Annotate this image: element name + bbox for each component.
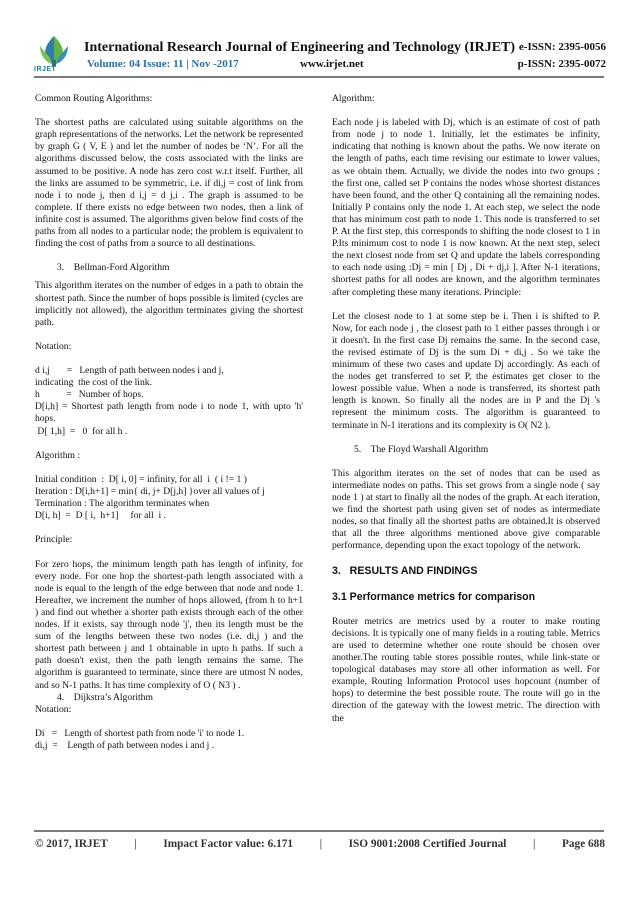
footer-rule <box>34 830 604 832</box>
notation-line: D[i,h] = Shortest path length from node i to node 1, with upto 'h' hops. <box>35 401 303 425</box>
notation-line: di,j = Length of path between nodes i and j . <box>35 739 215 751</box>
notation-line: d i,j = Length of path between nodes i and j, <box>35 365 224 377</box>
paragraph: For zero hops, the minimum length path has length of infinity, for every node. For one hop the shortest-path length associated with a node is equal to the length of the edge between that node and node 1. Hereafter, we increment the number of hops allowed, (from h to h+1 ) and find out whether a shorter path exists through each of the other nodes. If it exists, say through node 'j', then its length must be the sum of the lengths between these two nodes (i.e. di,j ) and the shortest path between j and 1 obtainable in upto h paths. If such a path doesn't exist, then the path length remains the same. The algorithm is guaranteed to terminate, since there are utmost N nodes, and so N-1 paths. It has time complexity of O ( N3 ) . <box>35 558 303 691</box>
notation-line: D[ 1,h] = 0 for all h . <box>35 425 128 437</box>
journal-website[interactable]: www.irjet.net <box>300 58 364 70</box>
journal-title: International Research Journal of Engineering and Technology (IRJET) <box>84 40 516 55</box>
paragraph: Notation: <box>35 340 72 352</box>
list-item-bellman-ford: 3. Bellman-Ford Algorithm <box>57 262 170 274</box>
copyright: © 2017, IRJET <box>35 838 108 850</box>
paragraph: Notation: <box>35 703 72 715</box>
paragraph: This algorithm iterates on the number of edges in a path to obtain the shortest path. Since the number of hops possible is limited (cycles are implicitly not allowed), the algorithm terminates giving the shortest path. <box>35 280 303 328</box>
left-column <box>35 93 303 752</box>
e-issn: e-ISSN: 2395-0056 <box>518 41 606 53</box>
algorithm-line: Termination : The algorithm terminates when <box>35 498 210 510</box>
footer-separator: | <box>319 838 323 850</box>
iso-certification: ISO 9001:2008 Certified Journal <box>348 838 507 850</box>
logo-text: IRJET <box>34 66 57 73</box>
footer-separator: | <box>134 838 137 850</box>
right-column <box>332 93 600 725</box>
header-rule <box>34 76 604 78</box>
page-footer <box>35 838 605 850</box>
paragraph: Common Routing Algorithms: <box>35 93 153 104</box>
algorithm-line: D[i, h] = D [ i, h+1] for all i . <box>35 510 166 522</box>
subsection-heading: 3.1 Performance metrics for comparison <box>332 590 536 603</box>
section-heading: 3. RESULTS AND FINDINGS <box>332 564 478 577</box>
paragraph: Let the closest node to 1 at some step be i. Then i is shifted to P. Now, for each node j , the closest path to 1 either passes through i or it doesn't. In the first case Dj remains the same. In the second case, the revised estimate of Dj is the sum Di + di,j . So we take the minimum of these two cases and update Dj accordingly. As each of the nodes get transferred to set P, the estimates get closer to the lowest possible value. When a node is transferred, its shortest path length is known. So finally all the nodes are in P and the Dj 's represent the minimum costs. The algorithm is guaranteed to terminate in N-1 iterations and its complexity is O( N2 ). <box>332 310 600 431</box>
paragraph: The shortest paths are calculated using suitable algorithms on the graph representations of the networks. Let the network be represented by graph G ( V, E ) and let the number of nodes be ‘N’. For all the algorithms discussed below, the costs associated with the links are assumed to be positive. A node has zero cost w.r.t itself. Further, all the links are assumed to be symmetric, i.e. if di,j = cost of link from node i to node j, then d i,j = d j,i . The graph is assumed to be complete. If there exists no edge between two nodes, then a link of infinite cost is assumed. The algorithms given below find costs of the paths from all nodes to a particular node; the problem is equivalent to finding the cost of paths from a source to all destinations. <box>35 117 303 250</box>
paragraph: Each node j is labeled with Dj, which is an estimate of cost of path from node j to node 1. Initially, let the estimates be infinity, indicating that nothing is known about the paths. We now iterate on the length of paths, each time revising our estimate to lower values, as we obtain them. Actually, we divide the nodes into two groups ; the first one, called set P contains the nodes whose shortest distances have been found, and the other Q containing all the remaining nodes. Initially P contains only the node 1. At each step, we select the node that has minimum cost path to node 1. This node is transferred to set P. At the first step, this corresponds to shifting the node closest to 1 in P.Its minimum cost to node 1 is now known. At the next step, select the next closest node from set Q and update the labels corresponding to each node using :Dj = min [ Dj , Di + dj,i ]. After N-1 iterations, shortest paths for all nodes are known, and the algorithm terminates after completing these many iterations. Principle: <box>332 117 600 298</box>
notation-line: indicating the cost of the link. <box>35 377 152 389</box>
algorithm-line: Iteration : D[i,h+1] = min{ di, j+ D[j,h] }over all values of j <box>35 486 265 497</box>
footer-separator: | <box>532 838 536 850</box>
notation-line: Di = Length of shortest path from node 'i' to node 1. <box>35 727 245 739</box>
paragraph: Principle: <box>35 534 73 546</box>
impact-factor: Impact Factor value: 6.171 <box>163 838 294 850</box>
paragraph: Algorithm: <box>332 93 375 104</box>
paragraph: Algorithm : <box>35 449 81 461</box>
list-item-dijkstra: 4. Dijkstra’s Algorithm <box>57 691 153 703</box>
algorithm-line: Initial condition : D[ i, 0] = infinity, for all i ( i != 1 ) <box>35 473 247 485</box>
page-number: Page 688 <box>562 838 605 850</box>
paragraph: This algorithm iterates on the set of nodes that can be used as intermediate nodes on paths. This set grows from a single node ( say node 1 ) at start to finally all the nodes of the graph. At each iteration, we find the shortest path using given set of nodes as intermediate nodes, so that finally all the shortest paths are obtained.It is observed that all the three algorithms mentioned above give comparable performance, depending upon the exact topology of the network. <box>332 467 600 552</box>
p-issn: p-ISSN: 2395-0072 <box>517 58 606 70</box>
list-item-floyd-warshall: 5. The Floyd Warshall Algorithm <box>354 443 489 455</box>
paragraph: Router metrics are metrics used by a router to make routing decisions. It is typically one of many fields in a routing table. Metrics are used to determine whether one route should be chosen over another.The routing table stores possible routes, while link-state or topological databases may store all other information as well. For example, Routing Information Protocol uses hopcount (number of hops) to determine the best possible route. The route will go in the direction of the gateway with the lowest metric. The direction with the <box>332 615 600 724</box>
volume-issue: Volume: 04 Issue: 11 | Nov -2017 <box>87 58 239 70</box>
notation-line: h = Number of hops. <box>35 389 144 401</box>
page-header <box>0 0 638 86</box>
